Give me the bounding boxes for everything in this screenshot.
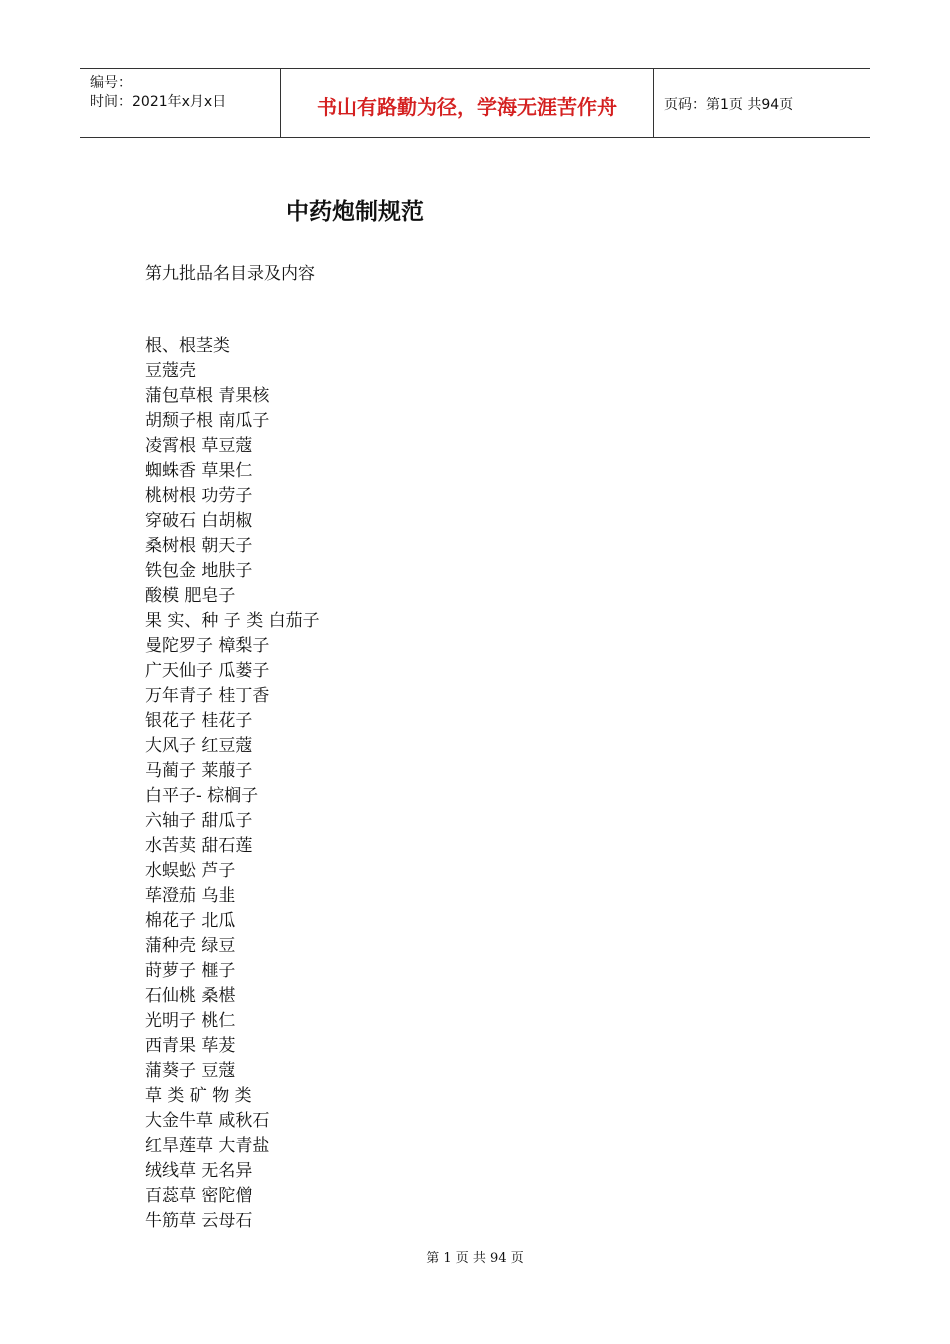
list-item: 穿破石 白胡椒 xyxy=(145,511,253,531)
date-label: 时间：2021年x月x日 xyxy=(90,94,227,110)
list-item: 果 实、种 子 类 白茄子 xyxy=(145,611,320,631)
list-item: 铁包金 地肤子 xyxy=(145,561,253,581)
list-item: 百蕊草 密陀僧 xyxy=(145,1186,253,1206)
list-item: 根、根茎类 xyxy=(145,336,230,356)
list-item: 水蜈蚣 芦子 xyxy=(145,861,236,881)
list-item: 莳萝子 榧子 xyxy=(145,961,236,981)
list-item: 西青果 荜茇 xyxy=(145,1036,236,1056)
document-subtitle: 第九批品名目录及内容 xyxy=(145,264,315,284)
header-page-info: 页码：第1页 共94页 xyxy=(664,97,794,113)
list-item: 绒线草 无名异 xyxy=(145,1161,253,1181)
list-item: 红旱莲草 大青盐 xyxy=(145,1136,270,1156)
list-item: 牛筋草 云母石 xyxy=(145,1211,253,1231)
header-page-cell xyxy=(654,69,870,137)
list-item: 棉花子 北瓜 xyxy=(145,911,236,931)
page-footer: 第 1 页 共 94 页 xyxy=(426,1251,524,1266)
header-meta-cell xyxy=(80,69,281,137)
list-item: 凌霄根 草豆蔻 xyxy=(145,436,253,456)
list-item: 桃树根 功劳子 xyxy=(145,486,253,506)
list-item: 石仙桃 桑椹 xyxy=(145,986,236,1006)
list-item: 大金牛草 咸秋石 xyxy=(145,1111,270,1131)
list-item: 蒲包草根 青果核 xyxy=(145,386,270,406)
list-item: 桑树根 朝天子 xyxy=(145,536,253,556)
list-item: 万年青子 桂丁香 xyxy=(145,686,270,706)
list-item: 胡颓子根 南瓜子 xyxy=(145,411,270,431)
list-item: 豆蔻壳 xyxy=(145,361,196,381)
list-item: 蜘蛛香 草果仁 xyxy=(145,461,253,481)
page-header xyxy=(80,68,870,138)
header-motto-cell xyxy=(281,69,654,137)
motto-text: 书山有路勤为径，学海无涯苦作舟 xyxy=(317,95,617,119)
list-item: 蒲葵子 豆蔻 xyxy=(145,1061,236,1081)
list-item: 六轴子 甜瓜子 xyxy=(145,811,253,831)
list-item: 银花子 桂花子 xyxy=(145,711,253,731)
list-item: 草 类 矿 物 类 xyxy=(145,1086,252,1106)
number-label: 编号： xyxy=(90,75,132,91)
list-item: 酸模 肥皂子 xyxy=(145,586,236,606)
document-title: 中药炮制规范 xyxy=(286,199,424,225)
list-item: 大风子 红豆蔻 xyxy=(145,736,253,756)
list-item: 水苦荬 甜石莲 xyxy=(145,836,253,856)
list-item: 曼陀罗子 樟梨子 xyxy=(145,636,270,656)
list-item: 马蔺子 莱菔子 xyxy=(145,761,253,781)
list-item: 光明子 桃仁 xyxy=(145,1011,236,1031)
list-item: 荜澄茄 乌韭 xyxy=(145,886,236,906)
list-item: 广天仙子 瓜蒌子 xyxy=(145,661,270,681)
list-item: 白平子- 棕榈子 xyxy=(145,786,259,806)
list-item: 蒲种壳 绿豆 xyxy=(145,936,236,956)
